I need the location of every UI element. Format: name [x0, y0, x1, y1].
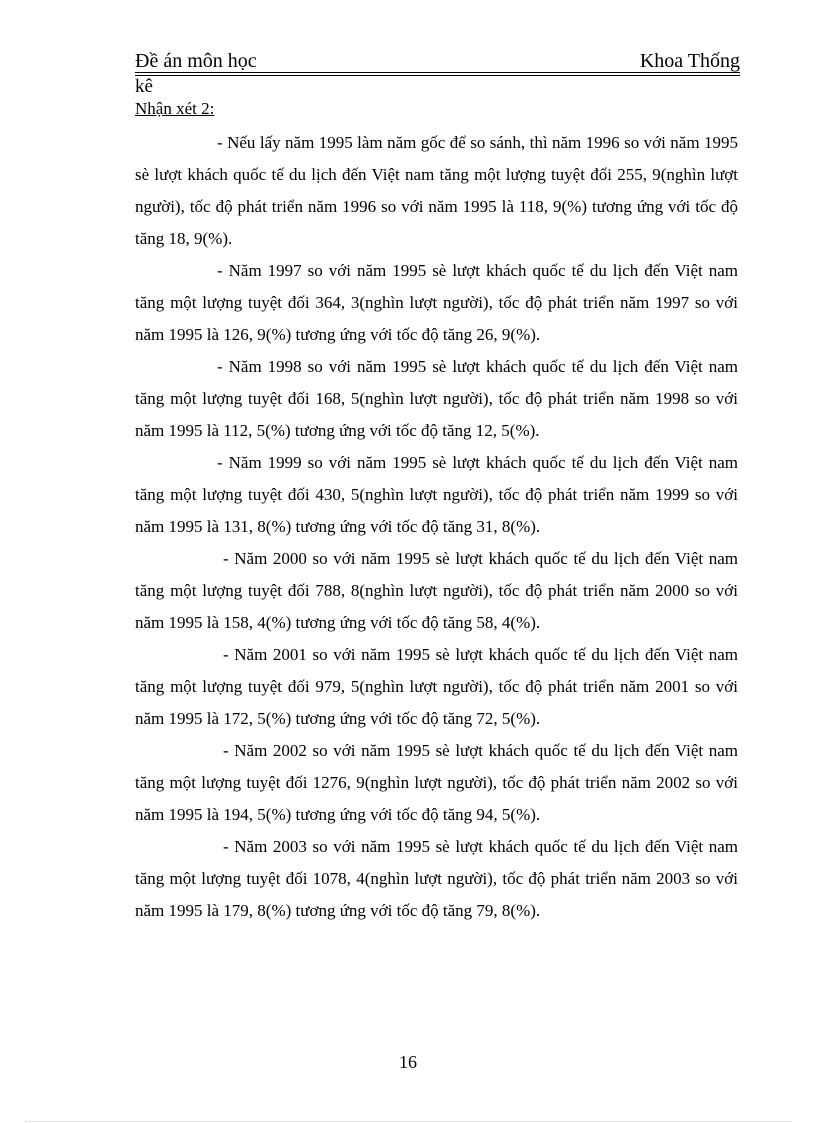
paragraph: - Năm 2003 so với năm 1995 sè lượt khách quốc tế du lịch đến Việt nam tăng một lượng tuyệt đối 1078, 4(nghìn lượt người), tốc độ phát triển năm 2003 so với năm 1995 là 179, 8(%) tương ứng với tốc độ tăng 79, 8(%). — [135, 837, 738, 920]
paragraph: - Năm 1997 so với năm 1995 sè lượt khách quốc tế du lịch đến Việt nam tăng một lượng tuyệt đối 364, 3(nghìn lượt người), tốc độ phát triển năm 1997 so với năm 1995 là 126, 9(%) tương ứng với tốc độ tăng 26, 9(%). — [135, 261, 738, 344]
paragraph: - Năm 1999 so với năm 1995 sè lượt khách quốc tế du lịch đến Việt nam tăng một lượng tuyệt đối 430, 5(nghìn lượt người), tốc độ phát triển năm 1999 so với năm 1995 là 131, 8(%) tương ứng với tốc độ tăng 31, 8(%). — [135, 453, 738, 536]
paragraph: - Năm 2001 so với năm 1995 sè lượt khách quốc tế du lịch đến Việt nam tăng một lượng tuyệt đối 979, 5(nghìn lượt người), tốc độ phát triển năm 2001 so với năm 1995 là 172, 5(%) tương ứng với tốc độ tăng 72, 5(%). — [135, 645, 738, 728]
body-content — [135, 127, 738, 927]
paragraph: - Năm 1998 so với năm 1995 sè lượt khách quốc tế du lịch đến Việt nam tăng một lượng tuyệt đối 168, 5(nghìn lượt người), tốc độ phát triển năm 1998 so với năm 1995 là 112, 5(%) tương ứng với tốc độ tăng 12, 5(%). — [135, 357, 738, 440]
header-department-continuation: kê — [135, 76, 153, 97]
paragraph: - Năm 2000 so với năm 1995 sè lượt khách quốc tế du lịch đến Việt nam tăng một lượng tuyệt đối 788, 8(nghìn lượt người), tốc độ phát triển năm 2000 so với năm 1995 là 158, 4(%) tương ứng với tốc độ tăng 58, 4(%). — [135, 549, 738, 632]
header-course-title: Đề án môn học — [135, 50, 257, 72]
paragraph: - Năm 2002 so với năm 1995 sè lượt khách quốc tế du lịch đến Việt nam tăng một lượng tuyệt đối 1276, 9(nghìn lượt người), tốc độ phát triển năm 2002 so với năm 1995 là 194, 5(%) tương ứng với tốc độ tăng 94, 5(%). — [135, 741, 738, 824]
page-bottom-divider — [25, 1121, 791, 1122]
page-header — [135, 50, 740, 76]
paragraph: - Nếu lấy năm 1995 làm năm gốc để so sánh, thì năm 1996 so với năm 1995 sè lượt khách quốc tế du lịch đến Việt nam tăng một lượng tuyệt đối 255, 9(nghìn lượt người), tốc độ phát triển năm 1996 so với năm 1995 là 118, 9(%) tương ứng với tốc độ tăng 18, 9(%). — [135, 133, 738, 248]
header-rule — [135, 72, 740, 76]
page-number: 16 — [399, 1052, 417, 1072]
header-department: Khoa Thống — [639, 50, 740, 72]
section-title: Nhận xét 2: — [135, 99, 215, 118]
